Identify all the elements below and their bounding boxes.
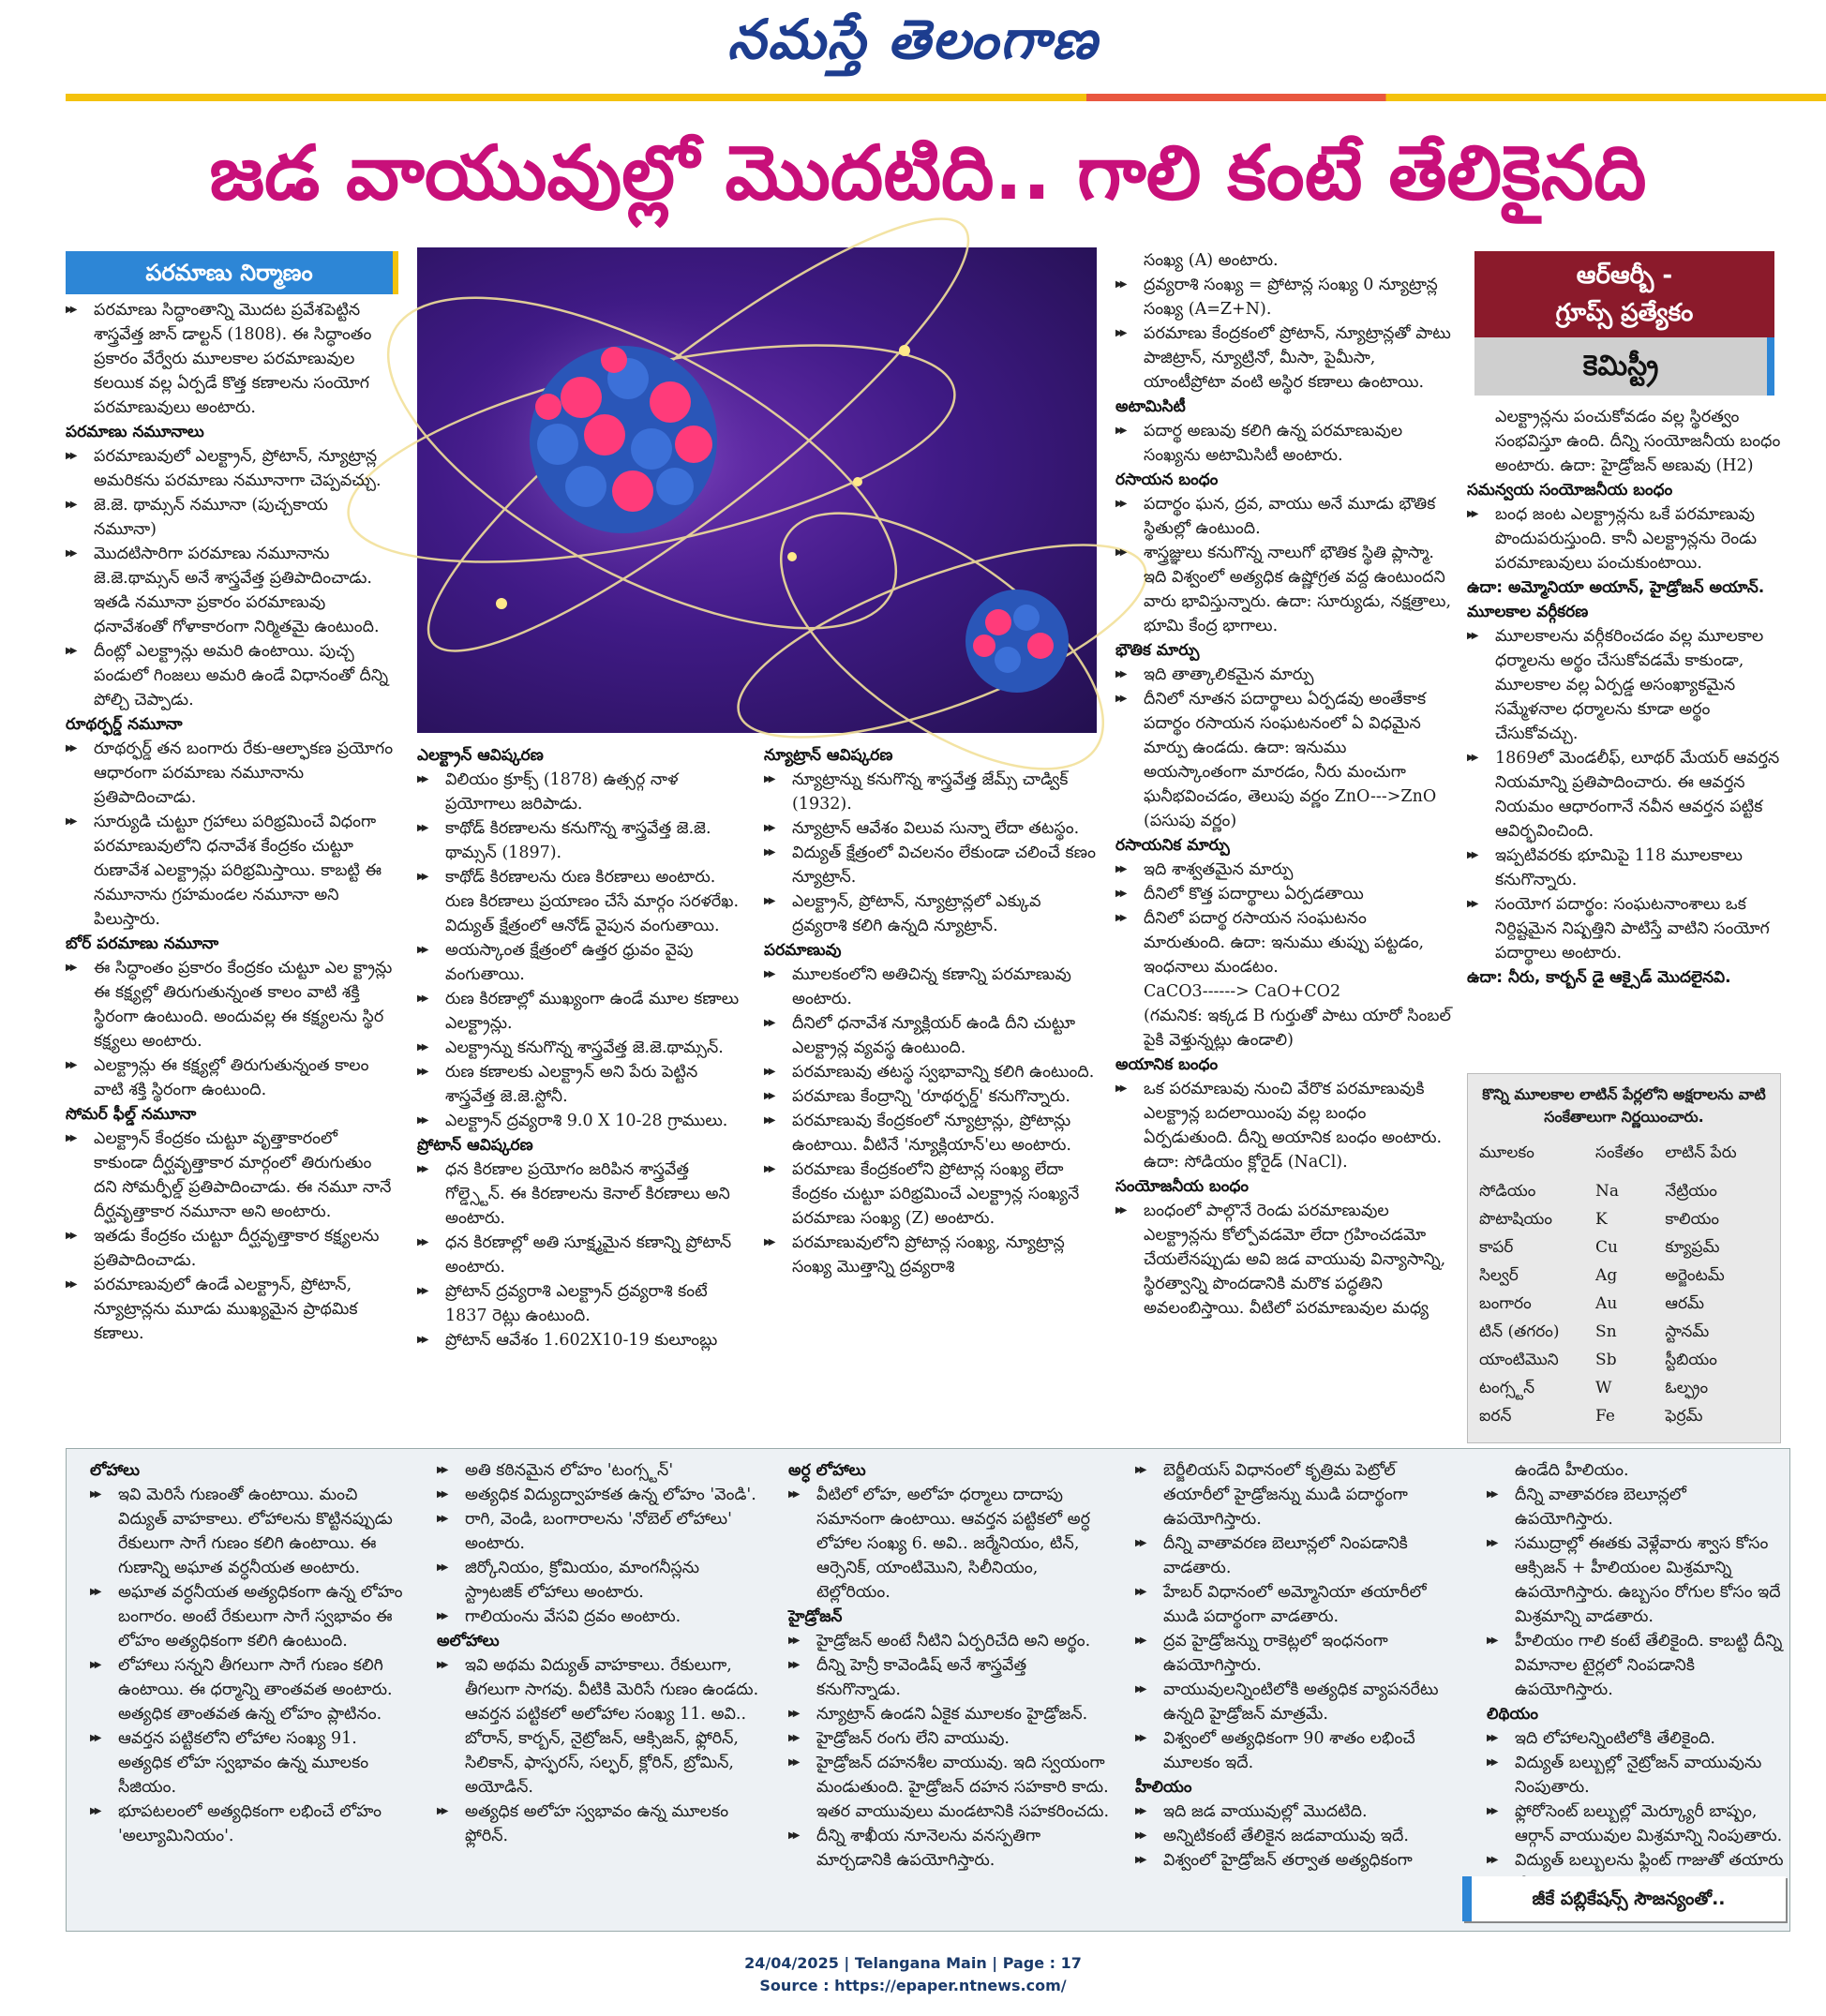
paragraph: ▶▶ శాస్త్రజ్ఞులు కనుగొన్న నాలుగో భౌతిక స్థితి ప్లాస్మా. ఇది విశ్వంలో అత్యధిక ఉష్ణోగ్రత వద్ద ఉంటుందని వారు భావిస్తున్నారు. ఉదా: సూర్యుడు, నక్షత్రాలు, భూమి కేంద్ర భాగాలు. [1115,541,1453,638]
paragraph: ▶▶ హీలియం గాలి కంటే తేలికైంది. కాబట్టి దీన్ని విమానాల టైర్లలో నింపడానికి ఉపయోగిస్తారు. [1487,1629,1787,1702]
column-hydrogen-helium [1135,1458,1459,1918]
exam-tag-line1: ఆర్ఆర్బీ - [1576,261,1673,290]
subheading: పరమాణు నమూనాలు [66,423,204,441]
table-cell: Cu [1595,1238,1619,1257]
paragraph: ▶▶ హేబర్ విధానంలో అమ్మోనియా తయారీలో ముడి పదార్థంగా వాడతారు. [1135,1580,1459,1629]
table-cell: సిల్వర్ [1479,1266,1519,1285]
table-cell: స్టీబియం [1665,1351,1717,1369]
subheading: న్యూట్రాన్ ఆవిష్కరణ [764,746,893,765]
paragraph: ▶▶ ఇవి మెరిసే గుణంతో ఉంటాయి. మంచి విద్యుత్ వాహకాలు. లోహాలను కొట్టినప్పుడు రేకులుగా సాగే గుణం కలిగి ఉంటాయి. ఈ గుణాన్ని అఘాత వర్ధనీయత అంటారు. [90,1483,409,1580]
table-row [1479,1205,1769,1233]
paragraph: ▶▶ సముద్రాల్లో ఈతకు వెళ్లేవారు శ్వాస కోసం ఆక్సిజన్ + హీలియంల మిశ్రమాన్ని ఉపయోగిస్తారు. ఉబ్బసం రోగుల కోసం ఇదే మిశ్రమాన్ని వాడతారు. [1487,1531,1787,1629]
paragraph: ▶▶ అత్యధిక విద్యుద్వాహకత ఉన్న లోహం 'వెండి'. [437,1483,760,1507]
paragraph: ▶▶ పరమాణువులోని ప్రోటాన్ల సంఖ్య, న్యూట్రాన్ల సంఖ్య మొత్తాన్ని ద్రవ్యరాశి [764,1231,1097,1279]
subheading: అటామిసిటీ [1115,397,1186,416]
paragraph: ▶▶ ఇప్పటివరకు భూమిపై 118 మూలకాలు కనుగొన్నారు. [1467,844,1790,892]
paragraph: ▶▶ ఎలక్ట్రాన్, ప్రోటాన్, న్యూట్రాన్లలో ఎక్కువ ద్రవ్యరాశి కలిగి ఉన్నది న్యూట్రాన్. [764,889,1097,938]
exam-tag-line2: గ్రూప్స్ ప్రత్యేకం [1555,299,1694,327]
paragraph: ▶▶ దీనిలో కొత్త పదార్థాలు ఏర్పడతాయి [1115,882,1453,906]
table-header-cell: మూలకం [1479,1143,1534,1162]
paragraph: ▶▶ జిర్కోనియం, క్రోమియం, మాంగనీస్లను స్ట్రాటజిక్ లోహాలు అంటారు. [437,1556,760,1605]
paragraph: ▶▶ దీనిలో ధనావేశ న్యూక్లియర్ ఉండి దీని చుట్టూ ఎలక్ట్రాన్ల వ్యవస్థ ఉంటుంది. [764,1011,1097,1060]
paragraph: ▶▶ పరమాణు కేంద్రాన్ని 'రూథర్ఫర్డ్' కనుగొన్నారు. [764,1084,1097,1109]
paragraph: ▶▶ దీనిలో నూతన పదార్థాలు ఏర్పడవు అంతేకాక పదార్థం రసాయన సంఘటనంలో ఏ విధమైన మార్పు ఉండదు. ఉదా: ఇనుము అయస్కాంతంగా మారడం, నీరు మంచుగా ఘనీభవించడం, తెలుపు వర్ణం ZnO--->ZnO (పసుపు వర్ణం) [1115,687,1453,833]
paragraph: ▶▶ ఆవర్తన పట్టికలోని లోహాల సంఖ్య 91. అత్యధిక లోహ స్వభావం ఉన్న మూలకం సీజియం. [90,1726,409,1799]
table-cell: Sb [1595,1351,1617,1369]
paragraph: ▶▶ విద్యుత్ బల్బుల్లో నైట్రోజన్ వాయువును నింపుతారు. [1487,1751,1787,1799]
page-footer [0,1952,1826,1997]
paragraph: ▶▶ బంధ జంట ఎలక్ట్రాన్లను ఒకే పరమాణువు పొందుపరుస్తుంది. కానీ ఎలక్ట్రాన్లను రెండు పరమాణువులు పంచుకుంటాయి. [1467,502,1790,575]
paragraph: ▶▶ న్యూట్రాన్ ఆవేశం విలువ సున్నా లేదా తటస్థం. [764,816,1097,841]
paragraph: ▶▶ అయస్కాంత క్షేత్రంలో ఉత్తర ధ్రువం వైపు వంగుతాయి. [417,938,745,987]
column-electron-proton [417,743,745,1446]
table-cell: ఫెర్రమ్ [1665,1407,1703,1426]
section-tab: పరమాణు నిర్మాణం [66,251,398,294]
latin-names-table [1467,1073,1781,1443]
paragraph: ▶▶ బెర్జీలియస్ విధానంలో కృత్రిమ పెట్రోల్ తయారీలో హైడ్రోజన్ను ముడి పదార్థంగా ఉపయోగిస్తారు. [1135,1458,1459,1531]
paragraph: ▶▶ రాగి, వెండి, బంగారాలను 'నోబెల్ లోహాలు' అంటారు. [437,1507,760,1556]
paragraph: ▶▶ ఒక పరమాణువు నుంచి వేరొక పరమాణువుకి ఎలక్ట్రాన్ల బదలాయింపు వల్ల బంధం ఏర్పడుతుంది. దీన్ని అయానిక బంధం అంటారు. ఉదా: సోడియం క్లోరైడ్ (NaCl). [1115,1077,1453,1174]
table-cell: టిన్ (తగరం) [1479,1322,1560,1341]
table-cell: అర్జెంటమ్ [1665,1266,1725,1285]
table-row [1479,1318,1769,1346]
paragraph: ▶▶ ఎలక్ట్రాన్ కేంద్రకం చుట్టూ వృత్తాకారంలో కాకుండా దీర్ఘవృత్తాకార మార్గంలో తిరుగుతుం దని సోమర్ఫీల్డ్ ప్రతిపాదించాడు. ఈ నమూ నానే దీర్ఘవృత్తాకార నమూనా అని అంటారు. [66,1127,394,1224]
paragraph: ▶▶ పరమాణువు కేంద్రకంలో న్యూట్రాన్లు, ప్రోటాన్లు ఉంటాయి. వీటినే 'న్యూక్లియాన్'లు అంటారు. [764,1109,1097,1157]
paragraph: ▶▶ ద్రవ హైడ్రోజన్ను రాకెట్లలో ఇంధనంగా ఉపయోగిస్తారు. [1135,1629,1459,1678]
subheading: అయానిక బంధం [1115,1055,1219,1074]
paragraph: ▶▶ మొదటిసారిగా పరమాణు నమూనాను జె.జె.థామ్సన్ అనే శాస్త్రవేత్త ప్రతిపాదించాడు. ఇతడి నమూనా ప్రకారం పరమాణువు ధనావేశంతో గోళాకారంగా నిర్మితమై ఉంటుంది. [66,542,394,639]
table-cell: బంగారం [1479,1294,1532,1313]
paragraph: ▶▶ దీన్ని శాఖీయ నూనెలను వనస్పతిగా మార్చడానికి ఉపయోగిస్తారు. [788,1824,1112,1873]
paragraph: ▶▶ ఇతడు కేంద్రకం చుట్టూ దీర్ఘవృత్తాకార కక్ష్యలను ప్రతిపాదించాడు. [66,1224,394,1273]
subheading: ఉదా: నీరు, కార్బన్ డై ఆక్సైడ్ మొదలైనవి. [1467,968,1731,987]
subheading: బోర్ పరమాణు నమూనా [66,934,219,953]
subheading: హైడ్రోజన్ [788,1607,843,1626]
subheading: పరమాణువు [764,941,842,960]
column-classification [1467,405,1790,1070]
paragraph: ▶▶ 1869లో మెండలీఫ్, లూథర్ మేయర్ ఆవర్తన నియమాన్ని ప్రతిపాదించారు. ఈ ఆవర్తన నియమం ఆధారంగానే నవీన ఆవర్తన పట్టిక ఆవిర్భవించింది. [1467,746,1790,844]
table-row [1479,1233,1769,1262]
paragraph: ▶▶ దీన్ని వాతావరణ బెలూన్లలో ఉపయోగిస్తారు. [1487,1483,1787,1531]
paragraph: ▶▶ కాథోడ్ కిరణాలను కనుగొన్న శాస్త్రవేత్త జె.జె. థామ్సన్ (1897). [417,816,745,865]
table-header-cell: లాటిన్ పేరు [1665,1143,1737,1162]
masthead [0,0,1826,94]
paragraph: ▶▶ ఎలక్ట్రాన్ను కనుగొన్న శాస్త్రవేత్త జె.జె.థామ్సన్. [417,1036,745,1060]
paragraph: ▶▶ పరమాణువులో ఉండే ఎలక్ట్రాన్, ప్రోటాన్, న్యూట్రాన్లను మూడు ముఖ్యమైన ప్రాథమిక కణాలు. [66,1273,394,1346]
paragraph: ▶▶ జె.జె. థామ్సన్ నమూనా (పుచ్చకాయ నమూనా) [66,493,394,542]
column-metals [90,1458,409,1918]
table-cell: పొటాషియం [1479,1210,1552,1229]
subheading: రూథర్ఫర్డ్ నమూనా [66,715,183,734]
paragraph: ▶▶ ఎలక్ట్రాన్ ద్రవ్యరాశి 9.0 X 10-28 గ్రాములు. [417,1109,745,1133]
paragraph: ▶▶ రుణ కణాలకు ఎలక్ట్రాన్ అని పేరు పెట్టిన శాస్త్రవేత్త జె.జె.స్టోనీ. [417,1060,745,1109]
subheading: అర్ధ లోహాలు [788,1461,866,1480]
column-atomic-structure [66,298,394,1446]
table-body [1479,1177,1769,1430]
table-cell: కాపర్ [1479,1238,1514,1257]
table-row [1479,1346,1769,1374]
column-metalloids-hydrogen [788,1458,1112,1918]
table-cell: Au [1595,1294,1618,1313]
paragraph: ▶▶ ధన కిరణాల్లో అతి సూక్ష్మమైన కణాన్ని ప్రోటాన్ అంటారు. [417,1231,745,1279]
paragraph: ▶▶ దీంట్లో ఎలక్ట్రాన్లు అమరి ఉంటాయి. పుచ్చ పండులో గింజలు అమరి ఉండే విధానంతో దీన్ని పోల్చి చెప్పాడు. [66,639,394,712]
table-cell: ఆరమ్ [1665,1294,1705,1313]
paragraph: ▶▶ హైడ్రోజన్ రంగు లేని వాయువు. [788,1726,1112,1751]
table-cell: ఓల్ఫ్రం [1665,1379,1709,1397]
subheading: రసాయన బంధం [1115,470,1219,489]
table-cell: K [1595,1210,1608,1229]
paragraph: ▶▶ పరమాణు కేంద్రకంలోని ప్రోటాన్ల సంఖ్య లేదా కేంద్రకం చుట్టూ పరిభ్రమించే ఎలక్ట్రాన్ల సంఖ్యనే పరమాణు సంఖ్య (Z) అంటారు. [764,1157,1097,1231]
paragraph: ▶▶ ఇది తాత్కాలికమైన మార్పు [1115,663,1453,687]
footer-source: Source : https://epaper.ntnews.com/ [759,1977,1067,1994]
footer-date: 24/04/2025 | Telangana Main | Page : 17 [744,1954,1082,1972]
table-cell: Fe [1595,1407,1615,1426]
table-row [1479,1262,1769,1290]
paragraph: ▶▶ సంయోగ పదార్థం: సంఘటనాంశాలు ఒక నిర్దిష్టమైన నిష్పత్తిని పాటిస్తే వాటిని సంయోగ పదార్థాలు అంటారు. [1467,892,1790,965]
paragraph: ▶▶ విశ్వంలో హైడ్రోజన్ తర్వాత అత్యధికంగా [1135,1848,1459,1873]
subject-tag: కెమిస్ట్రీ [1474,337,1774,396]
paragraph: ▶▶ మూలకంలోని అతిచిన్న కణాన్ని పరమాణువు అంటారు. [764,963,1097,1011]
paragraph: ▶▶ విద్యుత్ క్షేత్రంలో విచలనం లేకుండా చలించే కణం న్యూట్రాన్. [764,841,1097,889]
paragraph: ▶▶ రూథర్ఫర్డ్ తన బంగారు రేకు-ఆల్ఫాకణ ప్రయోగం ఆధారంగా పరమాణు నమూనాను ప్రతిపాదించాడు. [66,737,394,810]
subheading: అలోహాలు [437,1632,500,1650]
paragraph: ▶▶ ఇది లోహాలన్నింటిలోకి తేలికైంది. [1487,1726,1787,1751]
subheading: ఎలక్ట్రాన్ ఆవిష్కరణ [417,746,544,765]
table-cell: W [1595,1379,1612,1397]
table-cell: టంగ్స్టన్ [1479,1379,1535,1397]
paragraph: ▶▶ ఇది శాశ్వతమైన మార్పు [1115,858,1453,882]
paragraph: ▶▶ వీటిలో లోహ, అలోహ ధర్మాలు దాదాపు సమానంగా ఉంటాయి. ఆవర్తన పట్టికలో అర్ధ లోహాల సంఖ్య 6. అవి.. జర్మేనియం, టిన్, ఆర్సెనిక్, యాంటిమొని, సిలీనియం, టెల్లోరియం. [788,1483,1112,1605]
subheading: సోమర్ ఫీల్డ్ నమూనా [66,1105,197,1124]
table-caption: కొన్ని మూలకాల లాటిన్ పేర్లలోని అక్షరాలను వాటి సంకేతాలుగా నిర్ణయించారు. [1482,1085,1766,1126]
table-row [1479,1402,1769,1430]
paragraph: ▶▶ ఇది జడ వాయువుల్లో మొదటిది. [1135,1799,1459,1824]
subheading: లోహాలు [90,1461,140,1480]
table-row [1479,1177,1769,1205]
table-header-cell: సంకేతం [1595,1143,1644,1162]
paragraph: ▶▶ ధన కిరణాల ప్రయోగం జరిపిన శాస్త్రవేత్త గోల్డ్స్టెన్. ఈ కిరణాలను కెనాల్ కిరణాలు అని అంటారు. [417,1157,745,1231]
column-helium-lithium [1487,1458,1787,1871]
table-cell: సోడియం [1479,1182,1536,1201]
table-cell: Sn [1595,1322,1617,1341]
paragraph: ▶▶ ఫ్లోరోసెంట్ బల్బుల్లో మెర్క్యూరీ బాష్పం, ఆర్గాన్ వాయువుల మిశ్రమాన్ని నింపుతారు. [1487,1799,1787,1848]
paragraph: ▶▶ హైడ్రోజన్ దహనశీల వాయువు. ఇది స్వయంగా మండుతుంది. హైడ్రోజన్ దహన సహకారి కాదు. ఇతర వాయువులు మండటానికి సహకరించదు. [788,1751,1112,1824]
table-row [1479,1290,1769,1318]
paragraph: ▶▶ కాథోడ్ కిరణాలను రుణ కిరణాలు అంటారు. రుణ కిరణాలు ప్రయాణం చేసే మార్గం సరళరేఖ. విద్యుత్ క్షేత్రంలో ఆనోడ్ వైపున వంగుతాయి. [417,865,745,938]
paragraph: ▶▶ అత్యధిక అలోహ స్వభావం ఉన్న మూలకం ఫ్లోరిన్. [437,1799,760,1848]
subheading: సమన్వయ సంయోజనీయ బంధం [1467,481,1673,500]
column-nonmetals [437,1458,760,1918]
paragraph: ▶▶ పరమాణు కేంద్రకంలో ప్రోటాన్, న్యూట్రాన్లతో పాటు పాజిట్రాన్, న్యూట్రినో, మీసా, పైమీసా, యాంటీప్రోటా వంటి అస్థిర కణాలు ఉంటాయి. [1115,321,1453,395]
masthead-divider [66,94,1826,101]
table-cell: కాలియం [1665,1210,1720,1229]
subheading: ఉదా: అమ్మోనియా అయాన్, హైడ్రోజన్ అయాన్. [1467,578,1765,597]
paragraph: ▶▶ పరమాణువు తటస్థ స్వభావాన్ని కలిగి ఉంటుంది. [764,1060,1097,1084]
paragraph: ▶▶ ఎలక్ట్రాన్లు ఈ కక్ష్యల్లో తిరుగుతున్నంత కాలం వాటి శక్తి స్థిరంగా ఉంటుంది. [66,1053,394,1102]
table-cell: యాంటిమొని [1479,1351,1559,1369]
paragraph: ▶▶ అఘాత వర్ధనీయత అత్యధికంగా ఉన్న లోహం బంగారం. అంటే రేకులుగా సాగే స్వభావం ఈ లోహం అత్యధికంగా కలిగి ఉంటుంది. [90,1580,409,1653]
paragraph: ▶▶ పదార్థం ఘన, ద్రవ, వాయు అనే మూడు భౌతిక స్థితుల్లో ఉంటుంది. [1115,492,1453,541]
paragraph: ▶▶ ఇవి అథమ విద్యుత్ వాహకాలు. రేకులుగా, తీగలుగా సాగవు. వీటికి మెరిసే గుణం ఉండదు. ఆవర్తన పట్టికలో అలోహాల సంఖ్య 11. అవి.. బోరాన్, కార్బన్, నైట్రోజన్, ఆక్సిజన్, ఫ్లోరిన్, సిలికాన్, ఫాస్ఫరస్, సల్ఫర్, క్లోరిన్, బ్రోమిన్, అయోడిన్. [437,1653,760,1799]
paragraph: ▶▶ హైడ్రోజన్ అంటే నీటిని ఏర్పరిచేది అని అర్థం. [788,1629,1112,1653]
paragraph: ▶▶ పరమాణువులో ఎలక్ట్రాన్, ప్రోటాన్, న్యూట్రాన్ల అమరికను పరమాణు నమూనాగా చెప్పవచ్చు. [66,444,394,493]
column-neutron-atom [764,743,1097,1446]
paragraph: ▶▶ గాలియంను వేసవి ద్రవం అంటారు. [437,1605,760,1629]
exam-tag [1474,251,1774,337]
paragraph: CaCO3------> CaO+CO2 [1144,982,1341,1001]
paragraph: ▶▶ రుణ కిరణాల్లో ముఖ్యంగా ఉండే మూల కణాలు ఎలక్ట్రాన్లు. [417,987,745,1036]
paragraph: ▶▶ మూలకాలను వర్గీకరించడం వల్ల మూలకాల ధర్మాలను అర్థం చేసుకోవడమే కాకుండా, మూలకాల వల్ల ఏర్పడ్డ అసంఖ్యాకమైన సమ్మేళనాల ధర్మాలను కూడా అర్థం చేసుకోవచ్చు. [1467,624,1790,746]
paragraph: ▶▶ ప్రోటాన్ ఆవేశం 1.602X10-19 కులూంబ్లు [417,1328,745,1352]
paragraph: ▶▶ సూర్యుడి చుట్టూ గ్రహాలు పరిభ్రమించే విధంగా పరమాణువులోని ధనావేశ కేంద్రకం చుట్టూ రుణావేశ ఎలక్ట్రాన్లు పరిభ్రమిస్తాయి. కాబట్టి ఈ నమూనాను గ్రహమండల నమూనా అని పిలుస్తారు. [66,810,394,932]
paragraph: సంఖ్య (A) అంటారు. [1144,251,1279,270]
paragraph: ▶▶ విశ్వంలో అత్యధికంగా 90 శాతం లభించే మూలకం ఇదే. [1135,1726,1459,1775]
table-cell: స్టానమ్ [1665,1322,1710,1341]
column-chemical-bond [1115,248,1453,1448]
table-cell: క్యూప్రమ్ [1665,1238,1720,1257]
table-header-row [1479,1142,1769,1177]
subheading: హీలియం [1135,1778,1192,1797]
paragraph: ▶▶ పదార్థ అణువు కలిగి ఉన్న పరమాణువుల సంఖ్యను అటామిసిటీ అంటారు. [1115,419,1453,468]
credit-box: జీకే పబ్లికేషన్స్ సౌజన్యంతో.. [1462,1876,1786,1921]
paragraph: ఎలక్ట్రాన్లను పంచుకోవడం వల్ల స్థిరత్వం సంభవిస్తూ ఉంది. దీన్ని సంయోజనీయ బంధం అంటారు. ఉదా: హైడ్రోజన్ అణువు (H2) [1495,408,1781,475]
paragraph: ▶▶ ఈ సిద్ధాంతం ప్రకారం కేంద్రకం చుట్టూ ఎల క్ట్రాన్లు ఈ కక్ష్యల్లో తిరుగుతున్నంత కాలం వాటి శక్తి స్థిరంగా ఉంటుంది. అందువల్ల ఈ కక్ష్యలను స్థిర కక్ష్యలు అంటారు. [66,956,394,1053]
paragraph: ▶▶ విలియం క్రూక్స్ (1878) ఉత్సర్గ నాళ ప్రయోగాలు జరిపాడు. [417,768,745,816]
paragraph: ఉండేది హీలియం. [1515,1461,1629,1480]
paragraph: ▶▶ అతి కఠినమైన లోహం 'టంగ్స్టన్' [437,1458,760,1483]
paragraph: ▶▶ లోహాలు సన్నని తీగలుగా సాగే గుణం కలిగి ఉంటాయి. ఈ ధర్మాన్ని తాంతవత అంటారు. అత్యధిక తాంతవత ఉన్న లోహం ప్లాటినం. [90,1653,409,1726]
subheading: ప్రోటాన్ ఆవిష్కరణ [417,1136,533,1155]
table-cell: Na [1595,1182,1620,1201]
subheading: లిథియం [1487,1705,1538,1724]
paragraph: ▶▶ దీన్ని హెన్రీ కావెండిష్ అనే శాస్త్రవేత్త కనుగొన్నాడు. [788,1653,1112,1702]
table-row [1479,1374,1769,1402]
paragraph: ▶▶ విద్యుత్ బల్బులను ఫ్లింట్ గాజుతో తయారు [1487,1848,1787,1897]
table-cell: ఐరన్ [1479,1407,1512,1426]
headline: జడ వాయువుల్లో మొదటిది.. గాలి కంటే తేలికైనది [209,129,1647,217]
paragraph: ▶▶ పరమాణు సిద్ధాంతాన్ని మొదట ప్రవేశపెట్టిన శాస్త్రవేత్త జాన్ డాల్టన్ (1808). ఈ సిద్ధాంతం ప్రకారం వేర్వేరు మూలకాల పరమాణువుల కలయిక వల్ల ఏర్పడే కొత్త కణాలను సంయోగ పరమాణువులు అంటారు. [66,298,394,420]
subheading: రసాయనిక మార్పు [1115,836,1230,855]
table-cell: Ag [1595,1266,1618,1285]
paragraph: ▶▶ బంధంలో పాల్గొనే రెండు పరమాణువుల ఎలక్ట్రాన్లను కోల్పోవడమో లేదా గ్రహించడమో చేయలేనప్పుడు అవి జడ వాయువు విన్యాసాన్ని, స్థిరత్వాన్ని పొందడానికి మరొక పద్ధతిని అవలంబిస్తాయి. వీటిలో పరమాణువుల మధ్య [1115,1199,1453,1321]
paragraph: ▶▶ న్యూట్రాన్ను కనుగొన్న శాస్త్రవేత్త జేమ్స్ చాడ్విక్ (1932). [764,768,1097,816]
subheading: భౌతిక మార్పు [1115,641,1200,660]
table-cell: నేట్రియం [1665,1182,1717,1201]
paragraph: ▶▶ దీన్ని వాతావరణ బెలూన్లలో నింపడానికి వాడతారు. [1135,1531,1459,1580]
subheading: మూలకాల వర్గీకరణ [1467,603,1589,621]
paragraph: ▶▶ ద్రవ్యరాశి సంఖ్య = ప్రోటాన్ల సంఖ్య 0 న్యూట్రాన్ల సంఖ్య (A=Z+N). [1115,273,1453,321]
paragraph: ▶▶ భూపటలంలో అత్యధికంగా లభించే లోహం 'అల్యూమినియం'. [90,1799,409,1848]
atom-image [417,247,1097,733]
paragraph: ▶▶ న్యూట్రాన్ ఉండని ఏకైక మూలకం హైడ్రోజన్. [788,1702,1112,1726]
paragraph: ▶▶ అన్నిటికంటే తేలికైన జడవాయువు ఇదే. [1135,1824,1459,1848]
subheading: సంయోజనీయ బంధం [1115,1177,1250,1196]
paragraph: (గమనిక: ఇక్కడ B గుర్తుతో పాటు యారో సింబల్ పైకి వెళ్తున్నట్లు ఉండాలి) [1144,1007,1451,1050]
paragraph: ▶▶ దీనిలో పదార్థ రసాయన సంఘటనం మారుతుంది. ఉదా: ఇనుము తుప్పు పట్టడం, ఇంధనాలు మండటం. [1115,906,1453,979]
newspaper-logo: నమస్తే తెలంగాణ [727,7,1099,71]
paragraph: ▶▶ ప్రోటాన్ ద్రవ్యరాశి ఎలక్ట్రాన్ ద్రవ్యరాశి కంటే 1837 రెట్లు ఉంటుంది. [417,1279,745,1328]
bottom-panel [66,1448,1790,1932]
paragraph: ▶▶ వాయువులన్నింటిలోకి అత్యధిక వ్యాపనరేటు ఉన్నది హైడ్రోజన్ మాత్రమే. [1135,1678,1459,1726]
atom-illustration-icon [417,247,1097,733]
